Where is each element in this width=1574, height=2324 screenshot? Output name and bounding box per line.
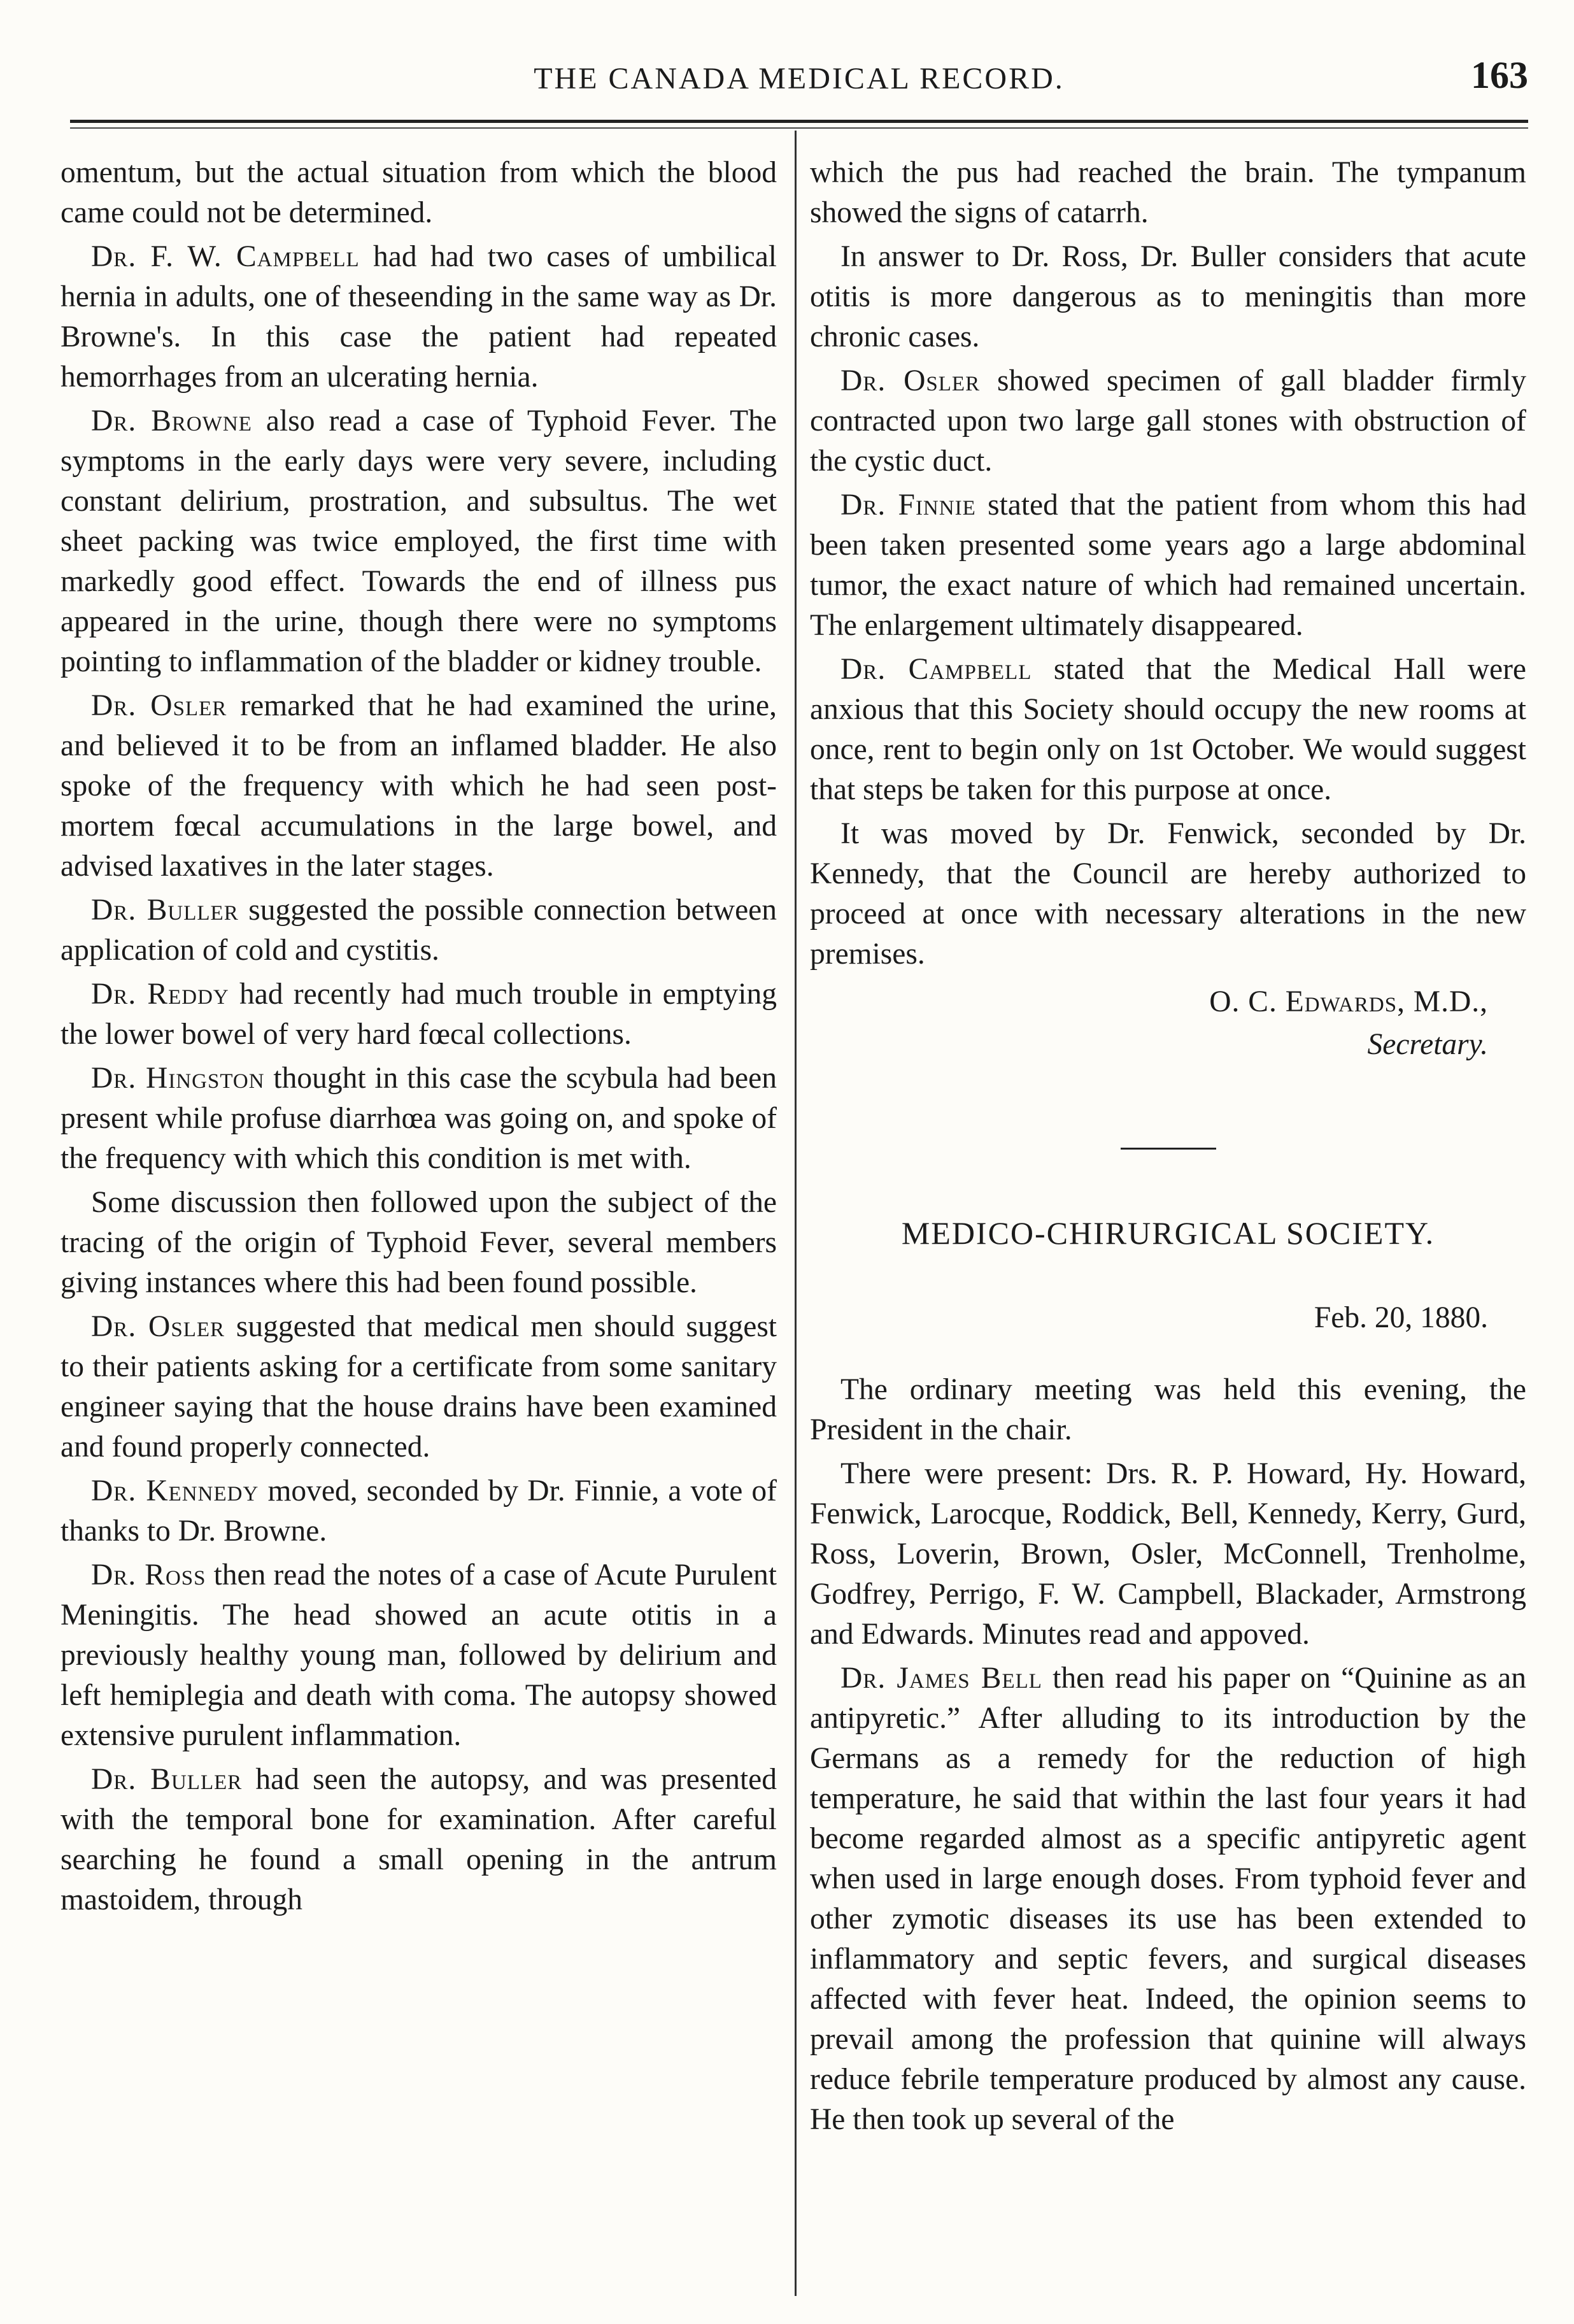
speaker-name: Dr. Buller <box>91 1763 243 1796</box>
left-column <box>60 153 777 1924</box>
paragraph: It was moved by Dr. Fenwick, seconded by Dr. Kennedy, that the Council are hereby authorized to proceed at once with necessary alterations in the new premises. <box>810 817 1526 971</box>
paragraph <box>60 974 777 1055</box>
paragraph: There were present: Drs. R. P. Howard, Hy. Howard, Fenwick, Larocque, Roddick, Bell, Kennedy, Kerry, Gurd, Ross, Loverin, Brown, Osler, McConnell, Trenholme, Godfrey, Perrigo, F. W. Campbell, Blackader, Armstrong and Edwards. Minutes read and appoved. <box>810 1457 1526 1651</box>
paragraph-text: stated that the patient from whom this had been taken presented some years ago a large abdominal tumor, the exact nature of which had remained uncertain. The enlargement ultimately disappeared. <box>810 488 1527 642</box>
paragraph-text: then read the notes of a case of Acute Purulent Meningitis. The head showed an acute otitis in a previously healthy young man, followed by delirium and left hemiplegia and death with coma. The autopsy showed extensive purulent inflammation. <box>60 1558 777 1752</box>
speaker-name: Dr. Osler <box>91 689 227 722</box>
paragraph <box>60 401 777 682</box>
signature: O. C. Edwards, M.D., <box>1209 985 1488 1018</box>
paragraph-text: remarked that he had examined the urine, and believed it to be from an inflamed bladder. He also spoke of the frequency with which he had seen post-mortem fœcal accumulations in the large bowel, and advised laxatives in the later stages. <box>60 689 777 883</box>
speaker-name: Dr. Finnie <box>840 488 976 522</box>
paragraph-text: thought in this case the scybula had been present while profuse diarrhœa was going on, and spoke of the frequency with which this condition is met with. <box>60 1062 777 1175</box>
paragraph <box>60 1760 777 1920</box>
paragraph-text: had seen the autopsy, and was presented with the temporal bone for examination. After careful searching he found a small opening in the antrum mastoidem, through <box>60 1763 777 1916</box>
page-number: 163 <box>1471 54 1528 96</box>
paragraph <box>60 1555 777 1756</box>
header-rule-thin <box>70 127 1528 129</box>
speaker-name: Dr. Hingston <box>91 1062 265 1095</box>
paragraph-text: also read a case of Typhoid Fever. The symptoms in the early days were very severe, including constant delirium, prostration, and subsultus. The wet sheet packing was twice employed, the first time with markedly good effect. Towards the end of illness pus appeared in the urine, though there were no symptoms pointing to inflammation of the bladder or kidney trouble. <box>60 404 777 678</box>
paragraph: which the pus had reached the brain. The tympanum showed the signs of catarrh. <box>810 156 1526 229</box>
speaker-name: Dr. Osler <box>91 1310 225 1343</box>
paragraph <box>60 1471 777 1551</box>
paragraph-text: then read his paper on “Quinine as an antipyretic.” After alluding to its introduction by the Germans as a remedy for the reduction of high temperature, he said that within the last four years it had become regarded almost as a specific antipyretic agent when used in large enough doses. From typhoid fever and other zymotic diseases its use has been extended to inflammatory and septic fevers, and surgical diseases affected with fever heat. Indeed, the opinion seems to prevail among the profession that quinine will always reduce febrile temperature produced by almost any cause. He then took up several of the <box>810 1662 1526 2136</box>
meeting-date: Feb. 20, 1880. <box>1314 1301 1488 1334</box>
paragraph: In answer to Dr. Ross, Dr. Buller considers that acute otitis is more dangerous as to meningitis than more chronic cases. <box>810 240 1526 353</box>
speaker-name: Dr. Browne <box>91 404 252 438</box>
speaker-name: Dr. F. W. Campbell <box>91 240 360 273</box>
paragraph-text: had recently had much trouble in emptying the lower bowel of very hard fœcal collections. <box>60 978 777 1051</box>
section-rule <box>1121 1148 1216 1150</box>
paragraph-text: suggested that medical men should suggest to their patients asking for a certificate from some sanitary engineer saying that the house drains have been examined and found properly connected. <box>60 1310 777 1464</box>
speaker-name: Dr. Reddy <box>91 978 229 1011</box>
speaker-name: Dr. James Bell <box>840 1662 1042 1695</box>
paragraph: The ordinary meeting was held this evening, the President in the chair. <box>810 1373 1526 1446</box>
signature-role: Secretary. <box>1367 1028 1488 1061</box>
paragraph <box>60 1307 777 1467</box>
paragraph <box>60 237 777 397</box>
paragraph <box>60 686 777 887</box>
speaker-name: Dr. Ross <box>91 1558 206 1592</box>
page-header <box>70 50 1528 101</box>
paragraph <box>810 1658 1526 2140</box>
section-title: MEDICO-CHIRURGICAL SOCIETY. <box>901 1215 1435 1251</box>
speaker-name: Dr. Osler <box>840 364 981 397</box>
paragraph-text: suggested the possible connection between application of cold and cystitis. <box>60 894 777 967</box>
speaker-name: Dr. Buller <box>91 894 239 927</box>
header-rule <box>70 120 1528 123</box>
paragraph <box>60 1059 777 1179</box>
paragraph: omentum, but the actual situation from which the blood came could not be determined. <box>60 156 777 229</box>
paragraph-text: moved, seconded by Dr. Finnie, a vote of thanks to Dr. Browne. <box>60 1474 777 1548</box>
column-divider <box>795 131 797 2296</box>
paragraph <box>810 650 1526 810</box>
paragraph <box>810 485 1526 646</box>
paragraph-text: showed specimen of gall bladder firmly contracted upon two large gall stones with obstruction of the cystic duct. <box>810 364 1527 478</box>
speaker-name: Dr. Campbell <box>840 653 1032 686</box>
paragraph: Some discussion then followed upon the subject of the tracing of the origin of Typhoid Fever, several members giving instances where this had been found possible. <box>60 1186 777 1299</box>
speaker-name: Dr. Kennedy <box>91 1474 259 1508</box>
right-column <box>810 153 1526 2144</box>
paragraph <box>60 890 777 971</box>
paragraph <box>810 361 1526 481</box>
running-title: THE CANADA MEDICAL RECORD. <box>534 62 1065 96</box>
paragraph-text: had had two cases of umbilical hernia in adults, one of theseending in the same way as Dr. Browne's. In this case the patient had repeated hemorrhages from an ulcerating hernia. <box>60 240 777 394</box>
paragraph-text: stated that the Medical Hall were anxious that this Society should occupy the new rooms at once, rent to begin only on 1st October. We would suggest that steps be taken for this purpose at once. <box>810 653 1526 806</box>
